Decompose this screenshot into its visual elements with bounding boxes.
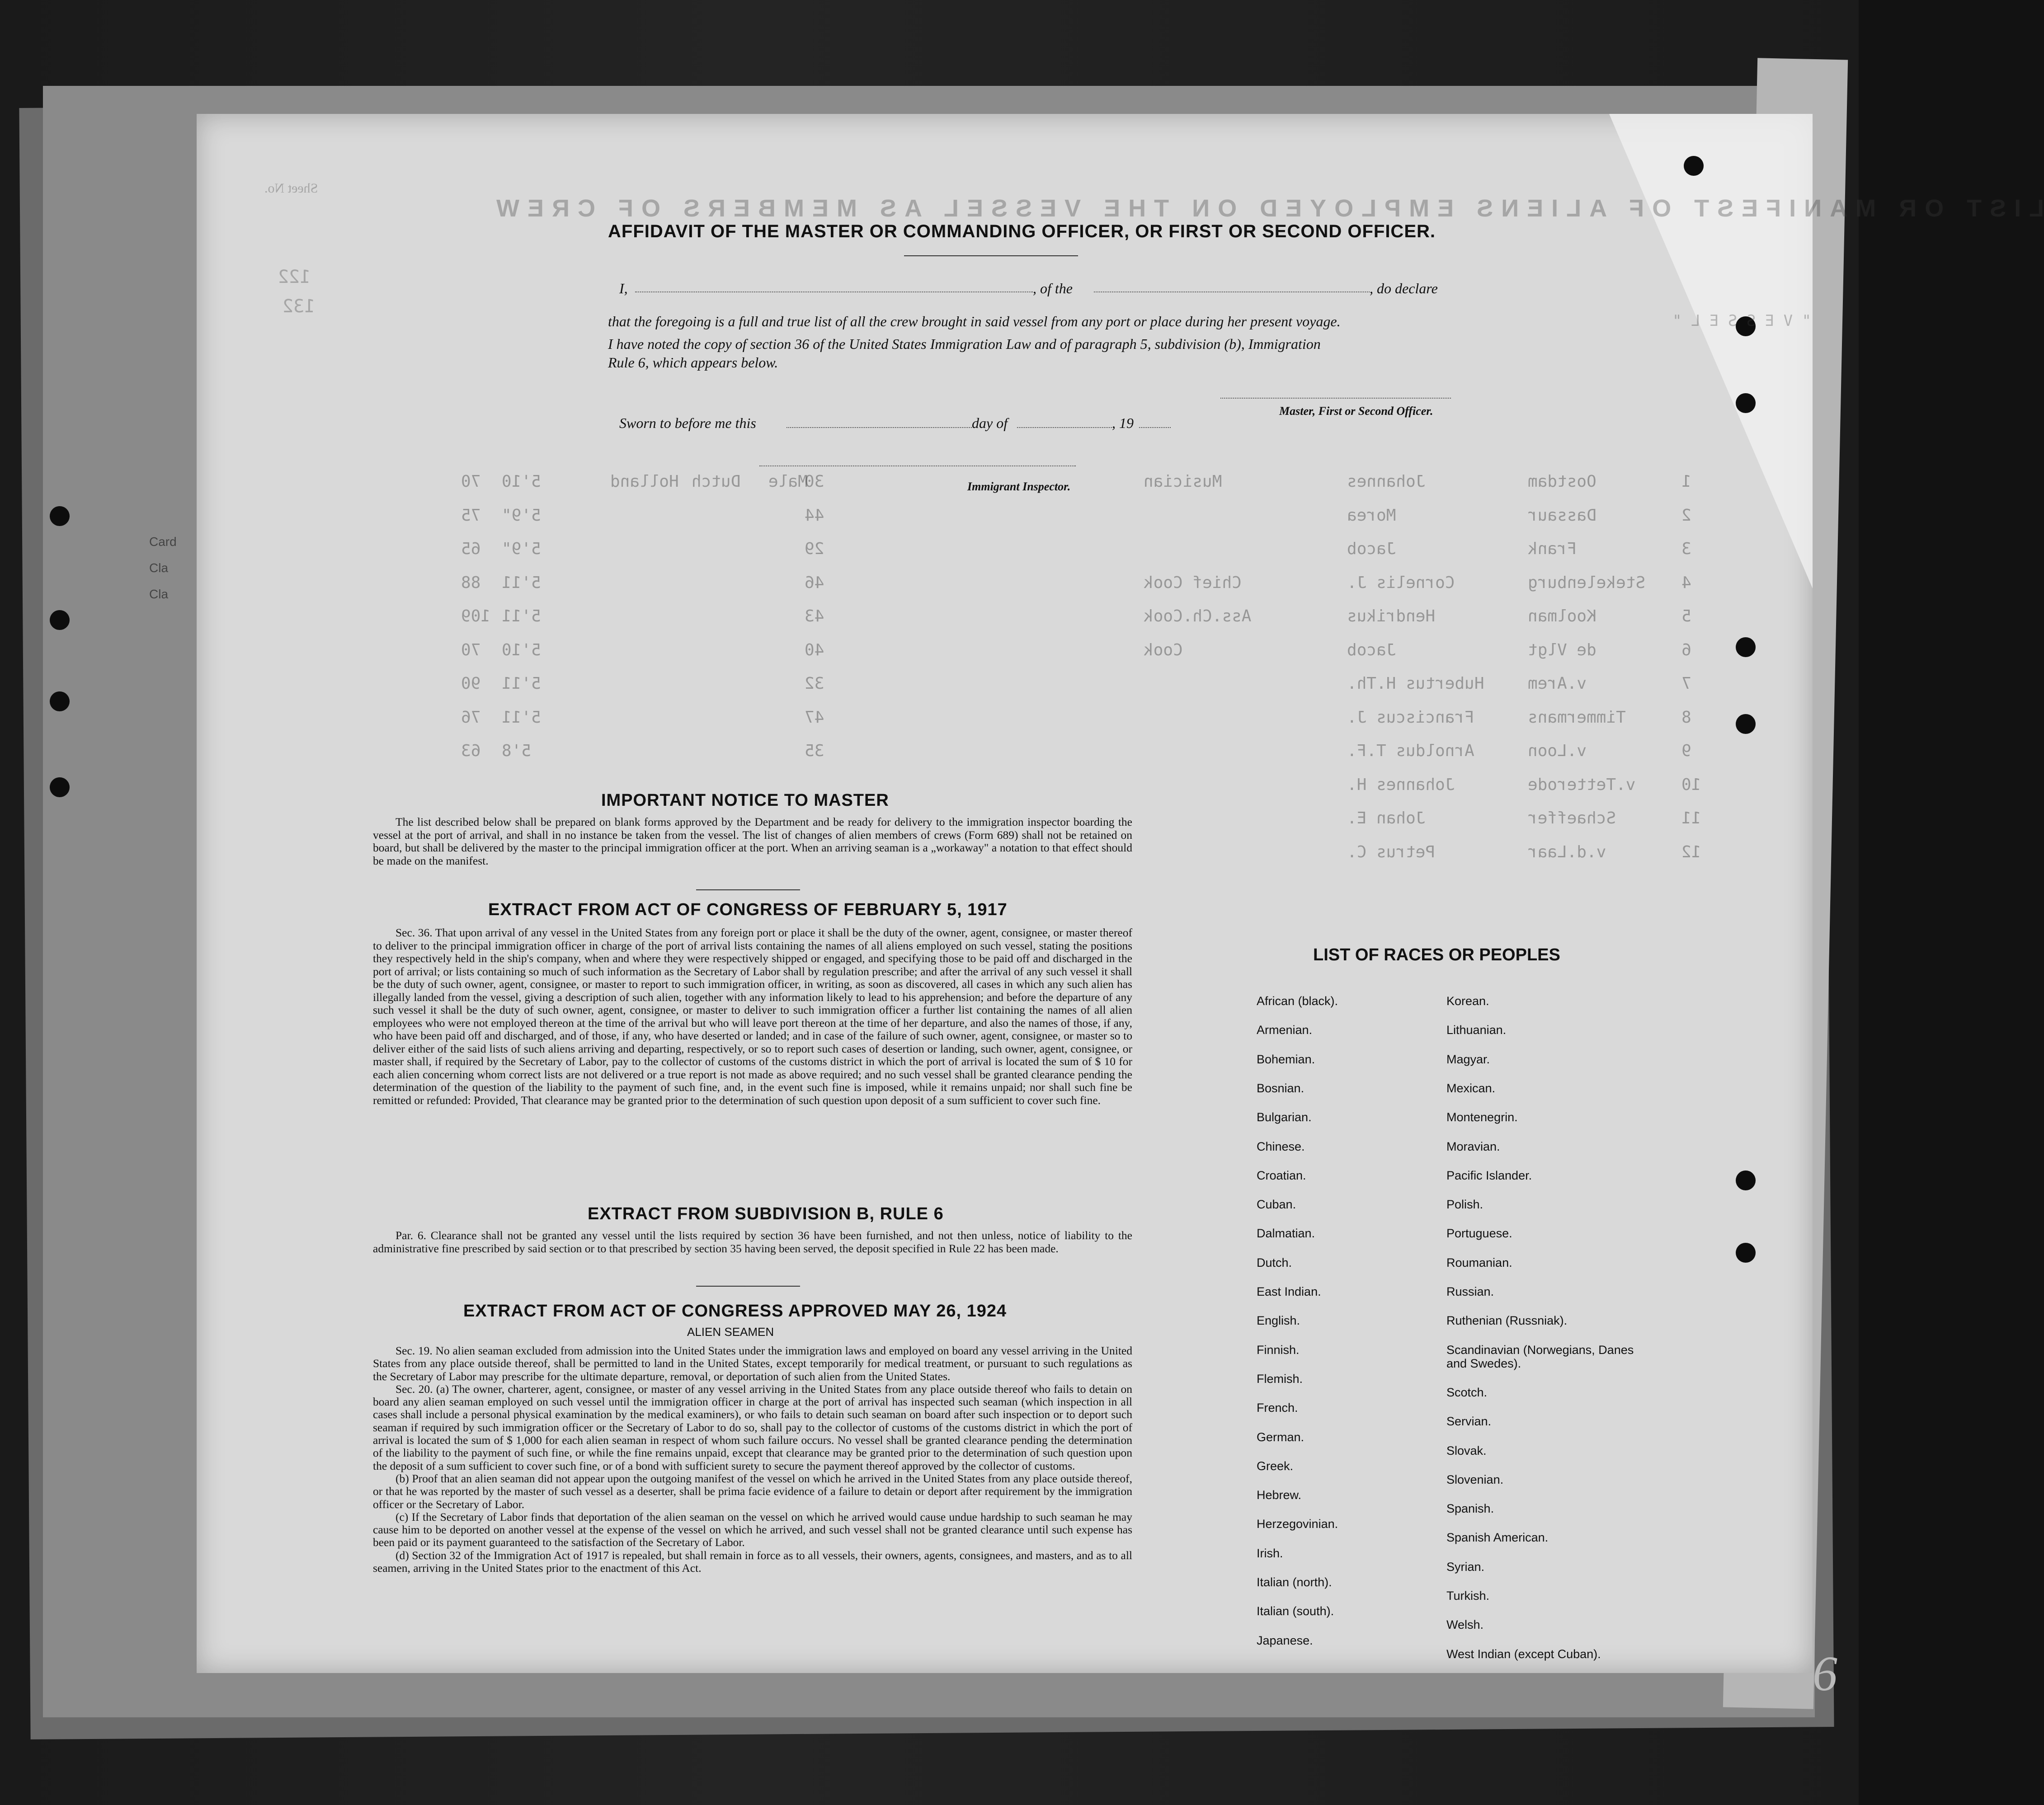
race-item: Spanish American. xyxy=(1446,1531,1549,1545)
notice-text xyxy=(373,816,1132,867)
race-item: Greek. xyxy=(1257,1459,1294,1473)
extract-1924-title: EXTRACT FROM ACT OF CONGRESS APPROVED MAY 26, 1924 xyxy=(463,1302,1007,1321)
affidavit-line4: Rule 6, which appears below. xyxy=(608,354,778,371)
bleed-cell: v.Loon xyxy=(1528,742,1587,760)
year-text: , 19 xyxy=(1112,415,1134,431)
bleed-cell: 5 xyxy=(1681,607,1691,625)
race-item: Polish. xyxy=(1446,1198,1484,1212)
bleed-cell: Holland xyxy=(610,472,679,491)
punch-hole-icon xyxy=(1736,1243,1756,1263)
race-item: Cuban. xyxy=(1257,1198,1296,1212)
bleed-cell: Chief Cook xyxy=(1144,573,1242,592)
side-label: Cla xyxy=(149,587,169,601)
signature-line[interactable] xyxy=(1220,398,1451,399)
race-item: Spanish. xyxy=(1446,1502,1494,1516)
notice-title: IMPORTANT NOTICE TO MASTER xyxy=(601,791,889,810)
race-item: East Indian. xyxy=(1257,1285,1321,1298)
bleed-cell: Arnoldus T.F. xyxy=(1347,742,1474,760)
rule6-text xyxy=(373,1229,1132,1255)
race-item: Dalmatian. xyxy=(1257,1227,1315,1241)
bleed-cell: 5'8 xyxy=(502,742,532,760)
extract-1924-text xyxy=(373,1344,1132,1575)
bleed-cell: 5'9" xyxy=(502,540,541,558)
race-item: Roumanian. xyxy=(1446,1255,1512,1269)
race-item: Slovak. xyxy=(1446,1443,1487,1457)
bleed-cell: Jacob xyxy=(1347,540,1396,558)
bleed-cell: Cook xyxy=(1144,640,1183,659)
race-item: Bulgarian. xyxy=(1257,1110,1312,1124)
race-item: Korean. xyxy=(1446,994,1489,1008)
par6-paragraph: Par. 6. Clearance shall not be granted any vessel until the lists required by section 36 have been furnished, and not then unless, notice of liability to the administrative fine prescribed by said section or to that prescribed by section 35 having been served, the deposit specified in Rule 22 has been made. xyxy=(373,1229,1132,1255)
bleed-cell: 43 xyxy=(805,607,824,625)
sec36-paragraph: Sec. 36. That upon arrival of any vessel in the United States from any foreign port or place it shall be the duty of the owner, agent, consignee, or master thereof to deliver to the principal immigration officer in charge of the port of arrival lists containing the names of all aliens employed on such vessel, stating the positions they respectively held in the ship's company, when and where they were respectively shipped or engaged, and specifying those to be paid off and discharged in the port of arrival; or lists containing so much of such information as the Secretary of Labor shall by regulation prescribe; and after the arrival of any such vessel it shall be the duty of such owner, agent, consignee, or master to report to such immigration officer, in writing, as soon as discovered, all cases in which any such alien has illegally landed from the vessel, giving a description of such alien, together with any information likely to lead to his apprehension; and before the departure of any such vessel it shall be the duty of such owner, agent, consignee, or master to deliver to such immigration officer a further list containing the names of all alien employees who were not employed thereon at the time of the arrival but who will leave port thereon at the time of her departure, and also the names of those, if any, who have been paid off and discharged, and of those, if any, who have deserted or landed; and in case of the failure of such owner, agent, consignee, or master so to deliver either of the said lists of such aliens arriving and departing, respectively, or so to report such cases of desertion or landing, such owner, agent, consignee, or master shall, if required by the Secretary of Labor, pay to the collector of customs of the customs district in which the port of arrival is located the sum of $ 10 for each alien concerning whom correct lists are not delivered or a true report is not made as above required; and no such vessel shall be granted clearance pending the determination of the question of the liability to the payment of such fine, and, in the event such fine is imposed, while it remains unpaid; nor shall such fine be remitted or refunded: Provided, That clearance may be granted prior to the determination of such question upon deposit of a sum sufficient to cover such fine. xyxy=(373,926,1132,1107)
bleed-cell: 63 xyxy=(461,742,481,760)
extract-1917-text xyxy=(373,926,1132,1107)
bleed-row xyxy=(0,540,1691,567)
punch-hole-icon xyxy=(1684,156,1704,176)
divider xyxy=(696,889,800,890)
day-of-text: day of xyxy=(972,415,1008,431)
bleed-cell: Hubertus H.Th. xyxy=(1347,674,1484,693)
sec20d-paragraph: (d) Section 32 of the Immigration Act of 1917 is repealed, but shall remain in force as to all vessels, their owners, agents, consignees, and masters, and as to all seamen, arriving in the United States prior to the enactment of this Act. xyxy=(373,1548,1132,1575)
bleed-row xyxy=(0,742,1691,769)
race-item: Flemish. xyxy=(1257,1372,1303,1386)
name-blank[interactable] xyxy=(635,291,1033,292)
bleed-cell: 109 xyxy=(461,607,491,625)
affidavit-i: I, xyxy=(619,280,628,296)
inspector-caption: Immigrant Inspector. xyxy=(967,480,1071,493)
race-item: Magyar. xyxy=(1446,1052,1490,1066)
bleed-cell: v.Arem xyxy=(1528,674,1587,693)
bleed-cell: 65 xyxy=(461,540,481,558)
bleed-cell: Male xyxy=(768,472,808,491)
race-item: Ruthenian (Russniak). xyxy=(1446,1314,1568,1328)
bleed-title: LIST OR MANIFEST OF ALIENS EMPLOYED ON THE VESSEL AS MEMBERS OF CREW xyxy=(488,195,2044,222)
bleed-cell: Stekelenburg xyxy=(1528,573,1646,592)
title-rule xyxy=(904,255,1078,256)
bleed-vessel: " V E S S E L " xyxy=(1672,312,1812,330)
sec20b-paragraph: (b) Proof that an alien seaman did not appear upon the outgoing manifest of the vessel on which he arrived in the United States from any place outside thereof, or that he was reported by the master of such vessel as a deserter, shall be prima facie evidence of a failure to detain or deport after requirement by the immigration officer or the Secretary of Labor. xyxy=(373,1471,1132,1511)
sworn-year-blank[interactable] xyxy=(1139,427,1171,428)
punch-hole-icon xyxy=(1736,393,1756,413)
bleed-cell: 29 xyxy=(805,540,824,558)
bleed-cell: 70 xyxy=(461,640,481,659)
bleed-cell: Musician xyxy=(1144,472,1222,491)
bleed-cell: 2 xyxy=(1681,506,1691,525)
bleed-row xyxy=(0,472,1691,499)
bleed-cell: 44 xyxy=(805,506,824,525)
affidavit-title: AFFIDAVIT OF THE MASTER OR COMMANDING OFFICER, OR FIRST OR SECOND OFFICER. xyxy=(608,221,1436,241)
bleed-cell: 70 xyxy=(461,472,481,491)
race-item: Mexican. xyxy=(1446,1081,1496,1095)
divider xyxy=(696,1286,800,1287)
bleed-cell: 88 xyxy=(461,573,481,592)
side-label: Card xyxy=(149,535,177,549)
sworn-text: Sworn to before me this xyxy=(619,415,756,431)
bleed-cell: 6 xyxy=(1681,640,1691,659)
bleed-cell: 75 xyxy=(461,506,481,525)
inspector-line[interactable] xyxy=(759,465,1076,466)
bleed-cell: Jacob xyxy=(1347,640,1396,659)
bleed-cell: 5'10 xyxy=(502,472,541,491)
sworn-day-blank[interactable] xyxy=(787,427,972,428)
punch-hole-icon xyxy=(1736,1170,1756,1190)
bleed-cell: Johannes H. xyxy=(1347,775,1455,794)
bleed-cell: 5'11 xyxy=(502,674,541,693)
sec20c-paragraph: (c) If the Secretary of Labor finds that deportation of the alien seaman on the vessel on which he arrived would cause undue hardship to such seaman he may cause him to be deported on another vessel at the expense of the vessel on which he arrived, and such vessel shall not be granted clearance until such expense has been paid or its payment guaranteed to the satisfaction of the Secretary of Labor. xyxy=(373,1510,1132,1549)
bleed-cell: Koolman xyxy=(1528,607,1597,625)
race-item: Herzegovinian. xyxy=(1257,1517,1338,1531)
race-item: Scandinavian (Norwegians, Danes and Swedes). xyxy=(1446,1343,1634,1370)
race-item: Turkish. xyxy=(1446,1589,1490,1603)
bleed-cell: 5'11 xyxy=(502,573,541,592)
bleed-cell: 8 xyxy=(1681,708,1691,727)
bleed-cell: v.d.Laar xyxy=(1528,842,1606,861)
extract-1917-title: EXTRACT FROM ACT OF CONGRESS OF FEBRUARY 5, 1917 xyxy=(488,900,1008,919)
race-item: Bohemian. xyxy=(1257,1052,1315,1066)
bleed-number: 122 xyxy=(278,267,311,287)
bleed-cell: Johannes xyxy=(1347,472,1426,491)
race-item: Croatian. xyxy=(1257,1168,1306,1182)
bleed-cell: 47 xyxy=(805,708,824,727)
bleed-cell: 90 xyxy=(461,674,481,693)
race-item: Hebrew. xyxy=(1257,1488,1302,1502)
bleed-cell: Hendrikus xyxy=(1347,607,1436,625)
bleed-row xyxy=(0,708,1691,735)
sec19-paragraph: Sec. 19. No alien seaman excluded from admission into the United States under the immigration laws and employed on board any vessel arriving in the United States from any place outside thereof, shall be permitted to land in the United States, except temporarily for medical treatment, or pursuant to such regulations as the Secretary of Labor may prescribe for the ultimate departure, removal, or deportation of such alien from the United States. xyxy=(373,1344,1132,1383)
bleed-cell: Morea xyxy=(1347,506,1396,525)
bleed-cell: Schaeffer xyxy=(1528,809,1616,827)
bleed-row xyxy=(0,640,1691,668)
race-item: Welsh. xyxy=(1446,1618,1484,1632)
race-item: Bosnian. xyxy=(1257,1081,1305,1095)
race-item: English. xyxy=(1257,1314,1300,1328)
affidavit-declare: , do declare xyxy=(1370,280,1438,296)
race-item: Portuguese. xyxy=(1446,1227,1512,1241)
rule6-title: EXTRACT FROM SUBDIVISION B, RULE 6 xyxy=(588,1204,944,1223)
bleed-cell: v.Tetterode xyxy=(1528,775,1636,794)
race-item: Finnish. xyxy=(1257,1343,1300,1357)
folded-corner xyxy=(1609,114,1813,588)
race-item: African (black). xyxy=(1257,994,1338,1008)
race-item: German. xyxy=(1257,1430,1305,1444)
bleed-cell: 3 xyxy=(1681,540,1691,558)
bleed-cell: Oostdam xyxy=(1528,472,1597,491)
race-item: French. xyxy=(1257,1401,1298,1415)
affidavit-line3: I have noted the copy of section 36 of the United States Immigration Law and of paragraph 5, subdivision (b), Immigration xyxy=(608,336,1321,352)
race-item: Dutch. xyxy=(1257,1255,1292,1269)
bleed-cell: Cornelis J. xyxy=(1347,573,1455,592)
bleed-number: 132 xyxy=(283,296,316,317)
bleed-cell: 1 xyxy=(1681,472,1691,491)
bleed-cell: 5'10 xyxy=(502,640,541,659)
bleed-cell: 32 xyxy=(805,674,824,693)
races-title: LIST OF RACES OR PEOPLES xyxy=(1313,945,1560,964)
bleed-cell: 7 xyxy=(1681,674,1691,693)
race-item: Moravian. xyxy=(1446,1139,1500,1153)
margin-mark: 6 xyxy=(1813,1646,1837,1701)
race-item: Pacific Islander. xyxy=(1446,1168,1532,1182)
bleed-cell: 76 xyxy=(461,708,481,727)
signature-caption: Master, First or Second Officer. xyxy=(1279,404,1433,418)
affidavit-line2: that the foregoing is a full and true list of all the crew brought in said vessel from any port or place during her present voyage. xyxy=(608,313,1341,329)
notice-paragraph: The list described below shall be prepared on blank forms approved by the Department and be ready for delivery to the immigration inspector boarding the vessel at the port of arrival, and shall in no instance be taken from the vessel. The list of changes of alien members of crews (Form 689) shall not be retained on board, but shall be delivered by the master to the principal immigration officer at the port. When an arriving seaman is a „workaway" a notation to that effect should be made on the manifest. xyxy=(373,815,1132,867)
bleed-cell: 5'11 xyxy=(502,607,541,625)
bleed-cell: Johan E. xyxy=(1347,809,1426,827)
sec20a-paragraph: Sec. 20. (a) The owner, charterer, agent, consignee, or master of any vessel arriving in the United States from any place outside thereof who fails to detain on board any alien seaman employed on such vessel until the immigration officer in charge at the port of arrival has inspected such seaman (which inspection in all cases shall include a personal physical examination by the medical examiners), or who fails to detain such seaman on board after such inspection or to deport such seaman if required by such immigration officer or the Secretary of Labor to do so, shall pay to the collector of customs of the customs district in which the port of arrival is located the sum of $ 1,000 for each alien seaman in respect of whom such failure occurs. No vessel shall be granted clearance pending the determination of the liability to the payment of such fine, or while the fine remains unpaid, except that clearance may be granted prior to the determination of such question upon the deposit of a sum sufficient to cover such fine, or of a bond with sufficient surety to secure the payment thereof approved by the collector of customs. xyxy=(373,1382,1132,1472)
race-item: Syrian. xyxy=(1446,1560,1485,1574)
race-item: Scotch. xyxy=(1446,1385,1488,1399)
sworn-month-blank[interactable] xyxy=(1017,427,1112,428)
bleed-cell: 11 xyxy=(1681,809,1701,827)
bleed-row xyxy=(0,674,1691,701)
alien-seamen-subtitle: ALIEN SEAMEN xyxy=(687,1325,774,1339)
bleed-cell: Ass.Ch.Cook xyxy=(1144,607,1252,625)
race-item: Irish. xyxy=(1257,1546,1283,1560)
race-item: Armenian. xyxy=(1257,1023,1313,1037)
bleed-cell: Petrus C. xyxy=(1347,842,1436,861)
race-item: Italian (south). xyxy=(1257,1604,1334,1618)
bleed-row xyxy=(0,506,1691,533)
side-label: Cla xyxy=(149,561,169,575)
bleed-cell: 4 xyxy=(1681,573,1691,592)
race-item: Italian (north). xyxy=(1257,1575,1332,1589)
race-item: Slovenian. xyxy=(1446,1472,1504,1486)
race-item: Japanese. xyxy=(1257,1633,1313,1647)
bleed-cell: 5'11 xyxy=(502,708,541,727)
bleed-cell: Frank xyxy=(1528,540,1577,558)
bleed-cell: 10 xyxy=(1681,775,1701,794)
bleed-cell: 46 xyxy=(805,573,824,592)
bleed-cell: 40 xyxy=(805,640,824,659)
bleed-cell: 9 xyxy=(1681,742,1691,760)
bleed-cell: de Vlgt xyxy=(1528,640,1597,659)
punch-hole-icon xyxy=(1736,714,1756,734)
bleed-cell: 35 xyxy=(805,742,824,760)
bleed-sheet-no: Sheet No. xyxy=(264,181,318,196)
race-item: Servian. xyxy=(1446,1415,1492,1429)
bleed-cell: 5'9" xyxy=(502,506,541,525)
bleed-cell: Franciscus J. xyxy=(1347,708,1474,727)
bleed-cell: Dutch xyxy=(692,472,741,491)
bleed-row xyxy=(0,607,1691,634)
bleed-cell: 12 xyxy=(1681,842,1701,861)
punch-hole-icon xyxy=(1736,637,1756,657)
bleed-row xyxy=(0,573,1691,601)
bleed-cell: 30 xyxy=(805,472,824,491)
race-item: Russian. xyxy=(1446,1285,1494,1298)
race-item: Montenegrin. xyxy=(1446,1110,1518,1124)
bleed-cell: Dassaur xyxy=(1528,506,1597,525)
race-item: Lithuanian. xyxy=(1446,1023,1507,1037)
vessel-blank[interactable] xyxy=(1094,291,1370,292)
race-item: Chinese. xyxy=(1257,1139,1305,1153)
race-item: West Indian (except Cuban). xyxy=(1446,1647,1601,1661)
affidavit-of-the: , of the xyxy=(1033,280,1073,296)
bleed-cell: Timmermans xyxy=(1528,708,1626,727)
